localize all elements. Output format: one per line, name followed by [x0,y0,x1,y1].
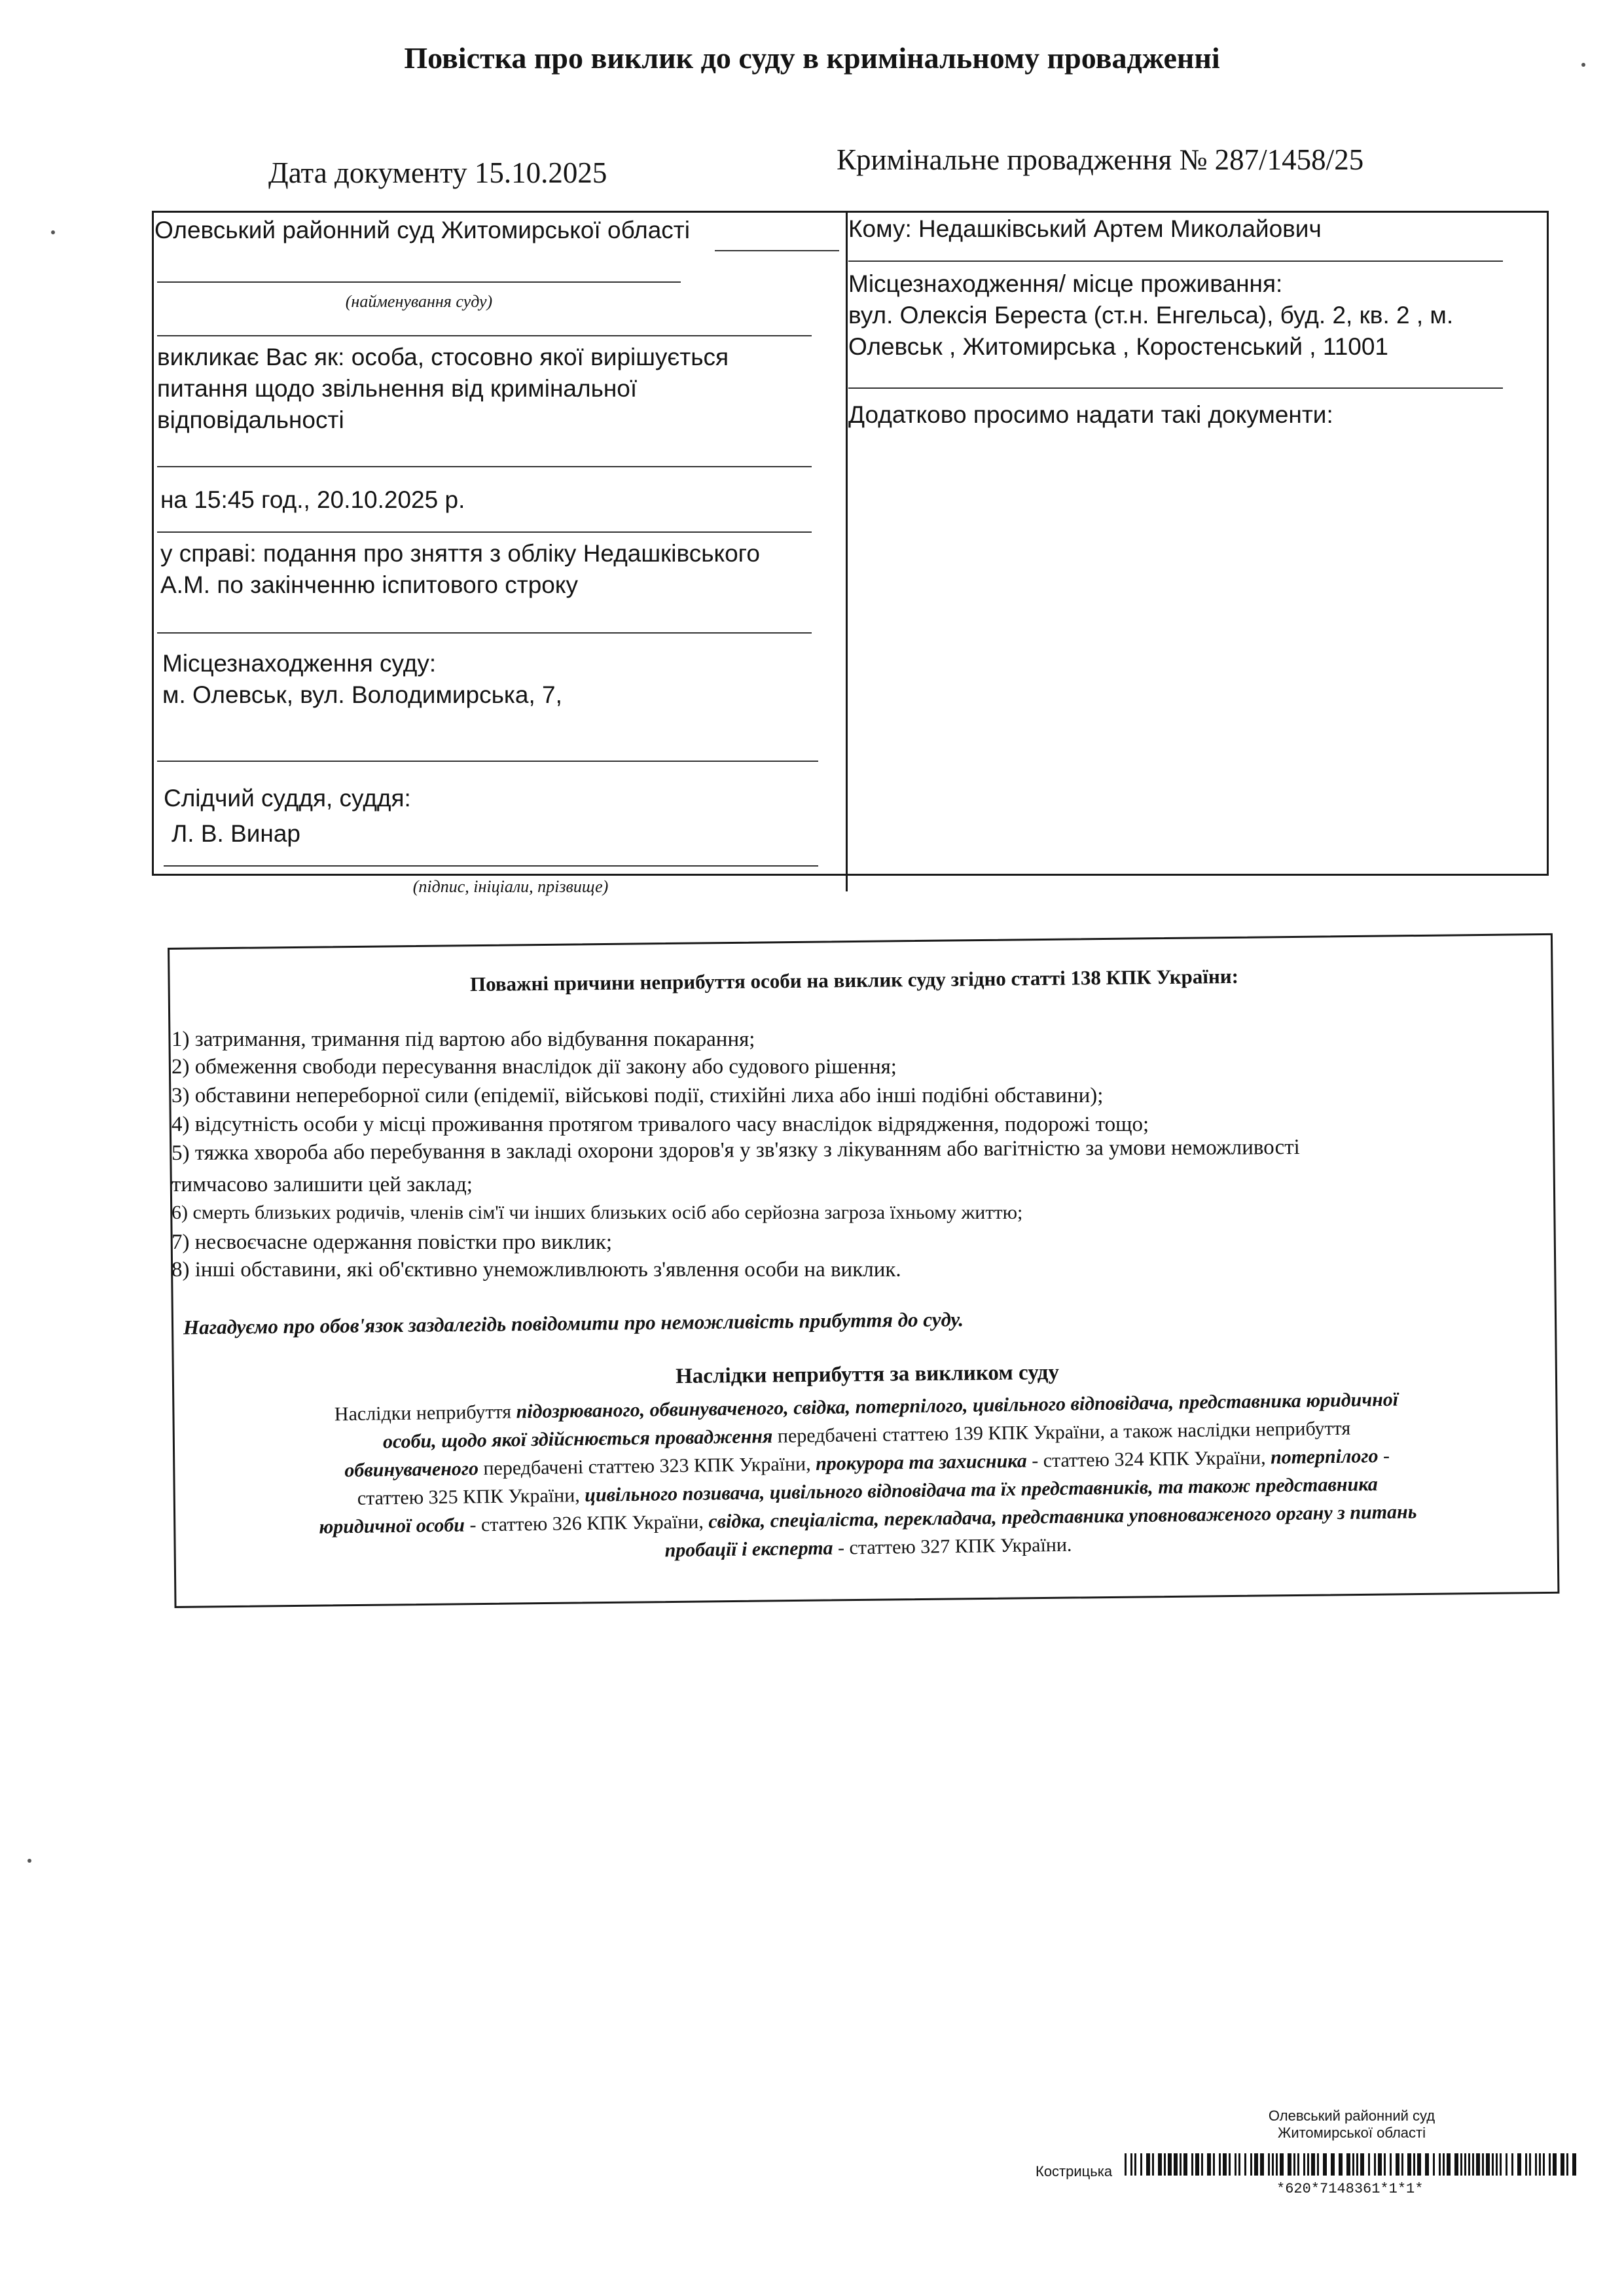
barcode-number: *620*7148361*1*1* [1276,2181,1424,2197]
address-line: вул. Олексія Береста (ст.н. Енгельса), буд. 2, кв. 2 , м. [848,302,1454,329]
barcode-bar [1238,2153,1240,2176]
barcode-bar [1472,2153,1474,2176]
barcode-bar [1476,2153,1480,2176]
reminder-note: Нагадуємо про обов'язок заздалегідь повідомити про неможливість прибуття до суду. [183,1307,964,1339]
recipient: Кому: Недашківський Артем Миколайович [848,215,1322,242]
plain-text: - [1378,1444,1390,1467]
emphasis-text: пробації і експерта [664,1537,833,1562]
judge-label: Слідчий суддя, суддя: [164,785,411,812]
stamp-line: Олевський районний суд [1268,2108,1435,2124]
barcode-bar [1235,2153,1236,2176]
barcode-bar [1276,2153,1278,2176]
barcode-bar [1297,2153,1299,2176]
document-date: Дата документу 15.10.2025 [268,156,607,189]
barcode-bar [1140,2153,1142,2176]
reason-item: 7) несвоєчасне одержання повістки про виклик; [171,1230,613,1254]
case-number: Кримінальне провадження № 287/1458/25 [837,143,1364,176]
barcode-bar [1158,2153,1162,2176]
barcode-bar [1464,2153,1466,2176]
underline [157,466,812,467]
underline [157,281,681,283]
barcode-bar [1346,2153,1350,2176]
barcode-bar [1191,2153,1193,2176]
barcode-bar [1460,2153,1462,2176]
barcode-bar [1439,2153,1441,2176]
plain-text: - статтею 324 КПК України, [1026,1446,1271,1472]
clerk-name: Кострицька [1036,2163,1113,2179]
barcode-bar [1174,2153,1178,2176]
reason-item: 1) затримання, тримання під вартою або відбування покарання; [171,1028,755,1051]
barcode-bar [1443,2153,1445,2176]
barcode-bar [1384,2153,1386,2176]
emphasis-text: потерпілого [1270,1445,1379,1469]
barcode-bar [1413,2153,1415,2176]
barcode-bar [1417,2153,1421,2176]
reason-item: 5) тяжка хвороба або перебування в закладі охорони здоров'я у зв'язку з лікуванням або вагітністю за умови неможливості [171,1135,1300,1165]
barcode-bar [1517,2153,1521,2176]
barcode-bar [1492,2153,1494,2176]
emphasis-text: особи, щодо якої здійснюється провадження [382,1426,773,1453]
barcode-bar [1454,2153,1458,2176]
barcode-bar [1496,2153,1498,2176]
barcode-bar [1250,2153,1252,2176]
barcode-bar [1134,2153,1136,2176]
underline [848,260,1503,262]
barcode-bar [1183,2153,1187,2176]
court-stamp [1231,2108,1473,2142]
reason-item: 4) відсутність особи у місці проживання протягом тривалого часу внаслідок відрядження, подорожі тощо; [171,1113,1149,1136]
barcode-bar [1272,2153,1274,2176]
barcode-bar [1378,2153,1382,2176]
barcode-bar [1535,2153,1537,2176]
barcode-bar [1180,2153,1182,2176]
barcode-bar [1288,2153,1291,2176]
plain-text: - статтею 326 КПК України, [464,1511,709,1536]
barcode-bar [1396,2153,1399,2176]
plain-text: Наслідки неприбуття [334,1401,516,1426]
barcode-bar [1164,2153,1166,2176]
summoned-as [157,342,838,436]
barcode-bar [1303,2153,1305,2176]
barcode-bar [1553,2153,1557,2176]
barcode-bar [1280,2153,1284,2176]
scan-speck [1581,63,1585,67]
barcode-bar [1125,2153,1127,2176]
barcode-bar [1511,2153,1513,2176]
underline [848,387,1503,389]
underline [157,761,818,762]
barcode-bar [1201,2153,1203,2176]
barcode-bar [1368,2153,1370,2176]
reason-item: тимчасово залишити цей заклад; [171,1173,473,1196]
stamp-line: Житомирської області [1278,2125,1426,2141]
barcode-bar [1152,2153,1154,2176]
barcode-bar [1195,2153,1199,2176]
barcode-bar [1223,2153,1227,2176]
barcode-bar [1539,2153,1541,2176]
barcode-bar [1356,2153,1358,2176]
documents-label: Додатково просимо надати такі документи: [848,401,1333,428]
underline [157,632,812,634]
case-matter [160,538,841,601]
summoned-as-line: відповідальності [157,406,344,433]
barcode-bar [1213,2153,1215,2176]
barcode-bar [1425,2153,1429,2176]
barcode-bar [1447,2153,1451,2176]
plain-text: передбачені статтею 139 КПК України, а також наслідки неприбуття [772,1417,1351,1448]
emphasis-text: підозрюваного, обвинуваченого, свідка, потерпілого, цивільного відповідача, представника юридичної [516,1388,1399,1423]
barcode-bar [1407,2153,1411,2176]
court-name: Олевський районний суд Житомирської області [154,217,690,243]
summoned-as-line: викликає Вас як: особа, стосовно якої вирішується [157,344,729,370]
barcode-bar [1168,2153,1172,2176]
barcode-bar [1543,2153,1545,2176]
barcode-bar [1468,2153,1470,2176]
barcode-bar [1390,2153,1392,2176]
emphasis-text: юридичної особи [319,1514,465,1538]
barcode-bar [1254,2153,1258,2176]
address-label: Місцезнаходження/ місце проживання: [848,270,1283,297]
recipient-address [848,300,1542,363]
consequences-body [182,1383,1552,1571]
barcode-bar [1311,2153,1315,2176]
barcode-bar [1317,2153,1319,2176]
plain-text: передбачені статтею 323 КПК України, [478,1453,816,1480]
case-matter-line: у справі: подання про зняття з обліку Недашківського [160,540,760,567]
judge-caption: (підпис, ініціали, прізвище) [412,877,609,896]
consequences-title: Наслідки неприбуття за викликом суду [675,1360,1060,1389]
barcode-bar [1229,2153,1231,2176]
barcode-bar [1130,2153,1132,2176]
barcode-bar [1293,2153,1295,2176]
barcode-bar [1549,2153,1551,2176]
barcode-bar [1146,2153,1150,2176]
hearing-time: на 15:45 год., 20.10.2025 р. [160,486,465,513]
barcode-bar [1529,2153,1531,2176]
underline [157,531,812,533]
barcode-bar [1433,2153,1435,2176]
reason-item: 8) інші обставини, які об'єктивно унеможливлюють з'явлення особи на виклик. [171,1258,901,1282]
reasons-title: Поважні причини неприбуття особи на виклик суду згідно статті 138 КПК України: [469,964,1239,996]
emphasis-text: цивільного позивача, цивільного відповідача та їх представників, та також представника [585,1473,1378,1507]
scan-speck [27,1859,31,1863]
barcode-bar [1307,2153,1309,2176]
column-divider [846,211,848,891]
barcode-bar [1331,2153,1335,2176]
barcode-bar [1207,2153,1211,2176]
barcode-bar [1260,2153,1264,2176]
plain-text: - статтею 327 КПК України. [833,1534,1072,1559]
barcode-bar [1482,2153,1484,2176]
barcode-bar [1486,2153,1490,2176]
reason-item: 2) обмеження свободи пересування внаслідок дії закону або судового рішення; [171,1055,897,1079]
court-location-label: Місцезнаходження суду: [162,650,437,677]
barcode-bar [1352,2153,1354,2176]
case-matter-line: А.М. по закінченню іспитового строку [160,571,578,598]
barcode-bar [1525,2153,1527,2176]
barcode-bar [1374,2153,1376,2176]
underline [715,250,839,251]
barcode-bar [1500,2153,1502,2176]
barcode-bar [1506,2153,1507,2176]
page-title: Повістка про виклик до суду в кримінальному провадженні [404,41,1220,75]
emphasis-text: свідка, спеціаліста, перекладача, представника уповноваженого органу з питань [708,1501,1417,1533]
barcode-bar [1219,2153,1221,2176]
emphasis-text: прокурора та захисника [815,1450,1027,1475]
barcode-bar [1244,2153,1246,2176]
barcode-bar [1572,2153,1576,2176]
reason-item: 3) обставини непереборної сили (епідемії, військові події, стихійні лиха або інші подібні обставини); [171,1084,1104,1107]
underline [157,335,812,336]
reason-item: 6) смерть близьких родичів, членів сім'ї чи інших близьких осіб або серйозна загроза їхньому життю; [171,1202,1023,1223]
barcode-bar [1360,2153,1364,2176]
court-name-caption: (найменування суду) [345,292,493,311]
emphasis-text: обвинуваченого [344,1458,479,1482]
scan-speck [51,230,55,234]
judge-name: Л. В. Винар [171,820,301,847]
summoned-as-line: питання щодо звільнення від кримінальної [157,375,638,402]
court-location: м. Олевськ, вул. Володимирська, 7, [162,681,562,708]
barcode-bar [1323,2153,1327,2176]
underline [164,865,818,867]
address-line: Олевськ , Житомирська , Коростенський , 11001 [848,333,1389,360]
plain-text: статтею 325 КПК України, [357,1484,585,1509]
barcode-bar [1566,2153,1568,2176]
barcode-bar [1268,2153,1270,2176]
barcode-bar [1561,2153,1564,2176]
barcode-bar [1401,2153,1403,2176]
barcode-bar [1339,2153,1343,2176]
barcode [1125,2153,1583,2179]
